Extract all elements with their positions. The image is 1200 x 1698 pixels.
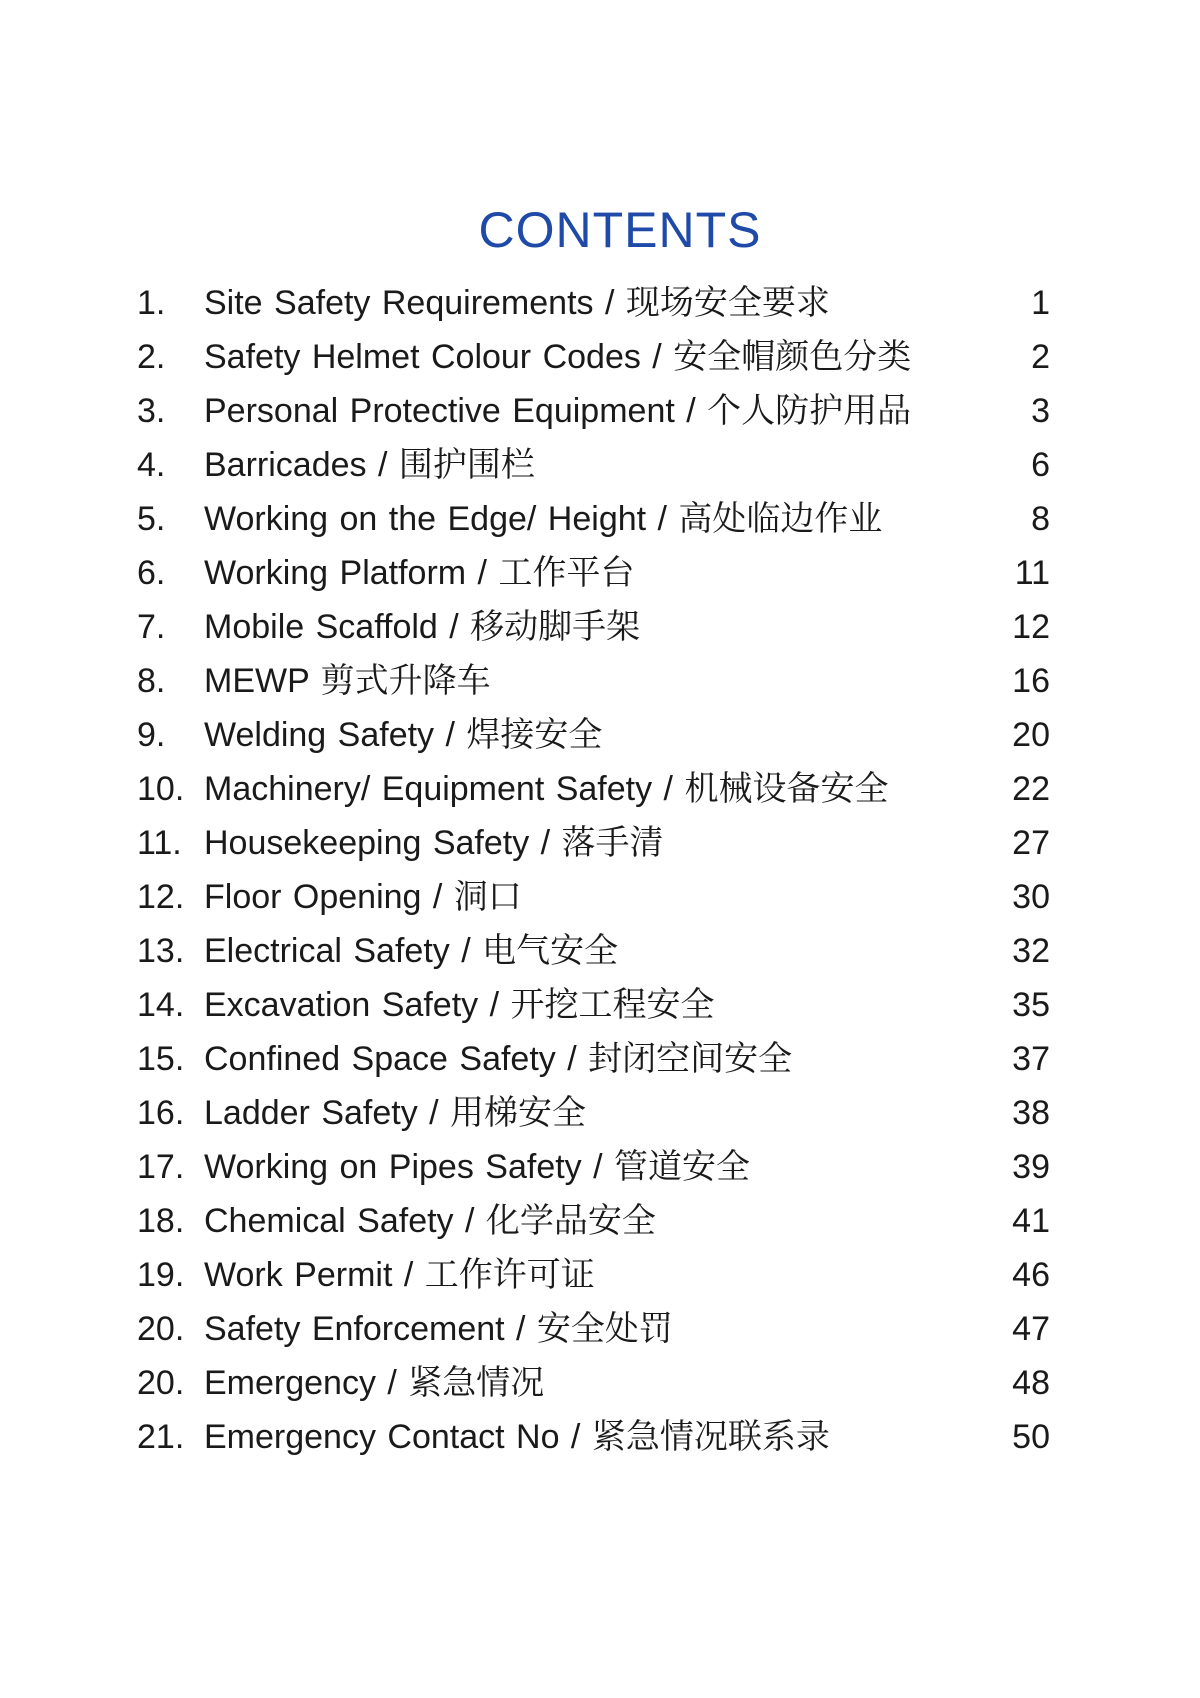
toc-entry[interactable] bbox=[0, 978, 1200, 1032]
toc-entry-title: Emergency / 紧急情况 bbox=[204, 1364, 545, 1402]
toc-entry-page: 6 bbox=[1031, 446, 1050, 484]
toc-entry-page: 47 bbox=[1012, 1310, 1050, 1348]
toc-entry-page: 39 bbox=[1012, 1148, 1050, 1186]
toc-entry-title: MEWP 剪式升降车 bbox=[204, 662, 491, 700]
toc-entry-number: 16. bbox=[137, 1094, 185, 1132]
toc-entry-page: 30 bbox=[1012, 878, 1050, 916]
toc-entry[interactable] bbox=[0, 330, 1200, 384]
toc-entry[interactable] bbox=[0, 762, 1200, 816]
toc-entry-title: Ladder Safety / 用梯安全 bbox=[204, 1094, 587, 1132]
toc-entry-number: 1. bbox=[137, 284, 166, 322]
toc-entry[interactable] bbox=[0, 1086, 1200, 1140]
toc-entry-title: Machinery/ Equipment Safety / 机械设备安全 bbox=[204, 770, 889, 808]
toc-entry-number: 2. bbox=[137, 338, 166, 376]
toc-entry-number: 7. bbox=[137, 608, 166, 646]
toc-entry-number: 14. bbox=[137, 986, 185, 1024]
toc-entry[interactable] bbox=[0, 276, 1200, 330]
toc-entry-number: 5. bbox=[137, 500, 166, 538]
toc-entry-number: 15. bbox=[137, 1040, 185, 1078]
toc-entry[interactable] bbox=[0, 816, 1200, 870]
table-of-contents bbox=[0, 276, 1200, 1464]
toc-entry-number: 8. bbox=[137, 662, 166, 700]
toc-entry-title: Working Platform / 工作平台 bbox=[204, 554, 635, 592]
toc-entry-page: 20 bbox=[1012, 716, 1050, 754]
toc-entry-title: Working on the Edge/ Height / 高处临边作业 bbox=[204, 500, 883, 538]
toc-entry-page: 11 bbox=[1014, 554, 1050, 592]
toc-entry[interactable] bbox=[0, 492, 1200, 546]
toc-entry-title: Emergency Contact No / 紧急情况联系录 bbox=[204, 1418, 830, 1456]
toc-entry-page: 46 bbox=[1012, 1256, 1050, 1294]
toc-entry-title: Chemical Safety / 化学品安全 bbox=[204, 1202, 656, 1240]
toc-entry-title: Excavation Safety / 开挖工程安全 bbox=[204, 986, 715, 1024]
toc-entry-number: 20. bbox=[137, 1364, 185, 1402]
toc-entry-number: 19. bbox=[137, 1256, 185, 1294]
toc-entry-number: 11. bbox=[137, 824, 182, 862]
toc-entry-number: 3. bbox=[137, 392, 166, 430]
toc-entry-number: 20. bbox=[137, 1310, 185, 1348]
toc-entry-page: 1 bbox=[1031, 284, 1050, 322]
toc-entry-title: Personal Protective Equipment / 个人防护用品 bbox=[204, 392, 912, 430]
toc-entry[interactable] bbox=[0, 1194, 1200, 1248]
toc-entry-page: 2 bbox=[1031, 338, 1050, 376]
toc-entry[interactable] bbox=[0, 1302, 1200, 1356]
toc-entry[interactable] bbox=[0, 654, 1200, 708]
toc-entry-number: 10. bbox=[137, 770, 185, 808]
toc-entry-title: Work Permit / 工作许可证 bbox=[204, 1256, 595, 1294]
toc-entry[interactable] bbox=[0, 1140, 1200, 1194]
toc-entry-page: 37 bbox=[1012, 1040, 1050, 1078]
toc-entry[interactable] bbox=[0, 438, 1200, 492]
toc-entry-page: 12 bbox=[1012, 608, 1050, 646]
toc-entry-number: 9. bbox=[137, 716, 166, 754]
toc-entry-title: Barricades / 围护围栏 bbox=[204, 446, 535, 484]
toc-entry-page: 50 bbox=[1012, 1418, 1050, 1456]
toc-entry-page: 8 bbox=[1031, 500, 1050, 538]
toc-entry[interactable] bbox=[0, 384, 1200, 438]
toc-entry-number: 18. bbox=[137, 1202, 185, 1240]
toc-entry-number: 4. bbox=[137, 446, 166, 484]
toc-entry-page: 16 bbox=[1012, 662, 1050, 700]
toc-entry-title: Welding Safety / 焊接安全 bbox=[204, 716, 603, 754]
toc-entry-number: 17. bbox=[137, 1148, 185, 1186]
toc-entry[interactable] bbox=[0, 1356, 1200, 1410]
toc-entry-page: 41 bbox=[1012, 1202, 1050, 1240]
toc-entry-title: Mobile Scaffold / 移动脚手架 bbox=[204, 608, 641, 646]
toc-entry-page: 38 bbox=[1012, 1094, 1050, 1132]
toc-entry[interactable] bbox=[0, 600, 1200, 654]
toc-entry-page: 3 bbox=[1031, 392, 1050, 430]
toc-entry[interactable] bbox=[0, 708, 1200, 762]
toc-entry-number: 13. bbox=[137, 932, 185, 970]
toc-entry[interactable] bbox=[0, 1032, 1200, 1086]
toc-entry[interactable] bbox=[0, 1248, 1200, 1302]
toc-entry-page: 27 bbox=[1012, 824, 1050, 862]
toc-entry[interactable] bbox=[0, 1410, 1200, 1464]
toc-entry-number: 6. bbox=[137, 554, 166, 592]
toc-entry-title: Safety Helmet Colour Codes / 安全帽颜色分类 bbox=[204, 338, 912, 376]
page-title: CONTENTS bbox=[478, 202, 762, 258]
toc-entry-title: Safety Enforcement / 安全处罚 bbox=[204, 1310, 673, 1348]
toc-entry-page: 48 bbox=[1012, 1364, 1050, 1402]
toc-entry-title: Confined Space Safety / 封闭空间安全 bbox=[204, 1040, 793, 1078]
toc-entry-title: Floor Opening / 洞口 bbox=[204, 878, 522, 916]
toc-entry[interactable] bbox=[0, 870, 1200, 924]
toc-entry[interactable] bbox=[0, 546, 1200, 600]
toc-entry-title: Site Safety Requirements / 现场安全要求 bbox=[204, 284, 830, 322]
toc-entry-number: 21. bbox=[137, 1418, 185, 1456]
toc-entry[interactable] bbox=[0, 924, 1200, 978]
toc-entry-number: 12. bbox=[137, 878, 185, 916]
toc-entry-title: Working on Pipes Safety / 管道安全 bbox=[204, 1148, 751, 1186]
toc-entry-page: 32 bbox=[1012, 932, 1050, 970]
toc-entry-page: 35 bbox=[1012, 986, 1050, 1024]
toc-entry-title: Electrical Safety / 电气安全 bbox=[204, 932, 619, 970]
toc-entry-page: 22 bbox=[1012, 770, 1050, 808]
toc-entry-title: Housekeeping Safety / 落手清 bbox=[204, 824, 664, 862]
